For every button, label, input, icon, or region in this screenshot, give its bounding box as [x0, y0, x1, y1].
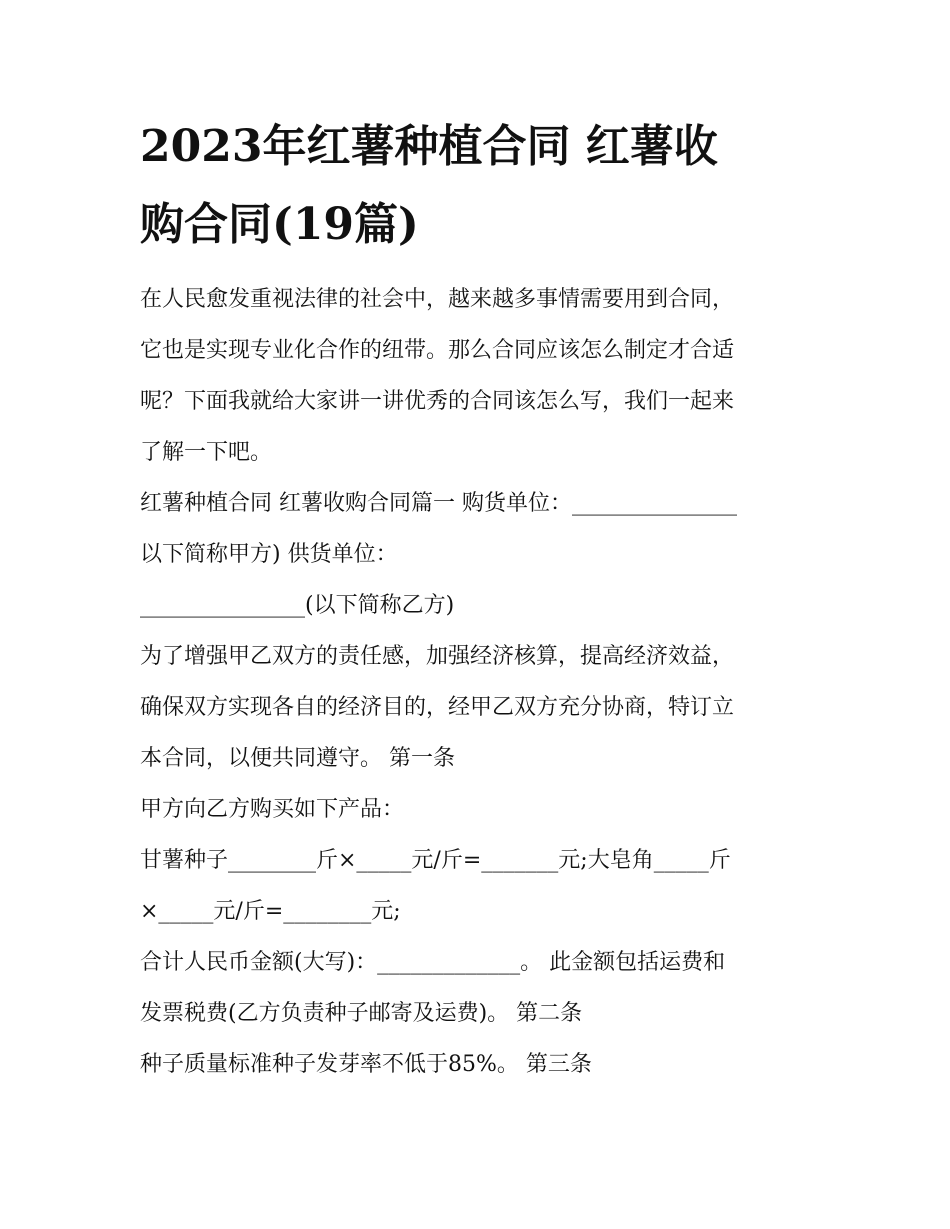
- body-line: _______________(以下简称乙方): [140, 593, 455, 618]
- document-title: [140, 108, 820, 264]
- body-line: 种子质量标准种子发芽率不低于85%。 第三条: [140, 1052, 592, 1077]
- body-line: 确保双方实现各自的经济目的，经甲乙双方充分协商，特订立: [140, 695, 735, 720]
- document-body: [140, 274, 830, 1090]
- body-line: 为了增强甲乙双方的责任感，加强经济核算，提高经济效益，: [140, 644, 735, 669]
- title-line-2: 购合同(19篇): [140, 199, 419, 250]
- body-line: 本合同，以便共同遵守。 第一条: [140, 746, 455, 771]
- body-line: 在人民愈发重视法律的社会中，越来越多事情需要用到合同，: [140, 287, 735, 312]
- body-line: 合计人民币金额(大写)：_____________。 此金额包括运费和: [140, 950, 726, 975]
- body-line: ×_____元/斤=________元;: [140, 899, 401, 924]
- title-line-1: 2023年红薯种植合同 红薯收: [140, 121, 718, 172]
- body-line: 它也是实现专业化合作的纽带。那么合同应该怎么制定才合适: [140, 338, 735, 363]
- body-line: 发票税费(乙方负责种子邮寄及运费)。 第二条: [140, 1001, 583, 1026]
- body-line: 了解一下吧。: [140, 440, 273, 465]
- body-line: 甘薯种子________斤×_____元/斤=_______元;大皂角_____斤: [140, 848, 731, 873]
- body-line: 红薯种植合同 红薯收购合同篇一 购货单位：_______________: [140, 491, 737, 516]
- body-line: 以下简称甲方) 供货单位：: [140, 542, 398, 567]
- body-line: 呢？下面我就给大家讲一讲优秀的合同该怎么写，我们一起来: [140, 389, 735, 414]
- body-line: 甲方向乙方购买如下产品：: [140, 797, 405, 822]
